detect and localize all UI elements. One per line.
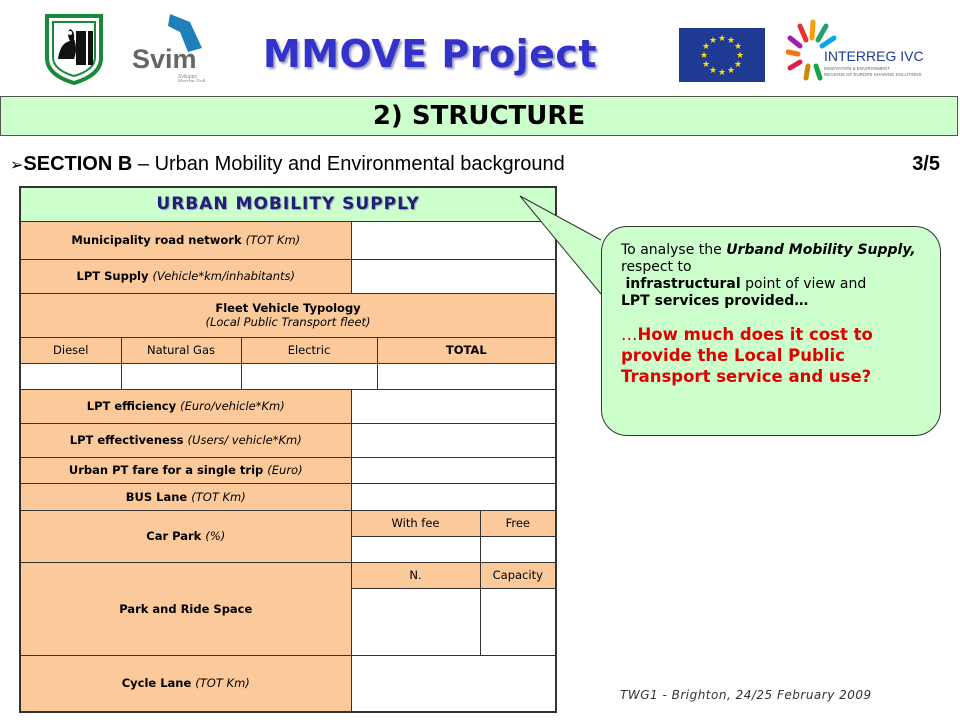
car-park-label: Car Park (%) (20, 510, 351, 562)
svg-text:★: ★ (733, 42, 743, 52)
car-park-free-value[interactable] (480, 536, 556, 562)
fleet-total-value[interactable] (377, 363, 556, 389)
bus-lane-label: BUS Lane (TOT Km) (20, 483, 351, 510)
fleet-typology-label: Fleet Vehicle Typology (Local Public Transport fleet) (20, 293, 556, 337)
lpt-efficiency-label: LPT efficiency (Euro/vehicle*Km) (20, 389, 351, 423)
fleet-col-total: TOTAL (377, 337, 556, 363)
callout-paragraph: To analyse the Urband Mobility Supply, respect to infrastructural point of view and LPT services provided… (621, 242, 916, 309)
cycle-lane-value[interactable] (351, 655, 556, 712)
svg-text:★: ★ (733, 60, 743, 70)
marche-region-logo (44, 13, 104, 85)
section-text: Urban Mobility and Environmental background (154, 153, 565, 175)
lpt-supply-label: LPT Supply (Vehicle*km/inhabitants) (20, 259, 351, 293)
section-label: SECTION B (23, 153, 133, 175)
section-banner: 2) STRUCTURE (0, 96, 958, 136)
svg-text:★: ★ (701, 60, 711, 70)
svg-text:★: ★ (717, 68, 727, 78)
svg-text:Marche SpA: Marche SpA (178, 79, 206, 82)
arrow-bullet-icon: ➢ (10, 157, 24, 174)
svg-text:INTERREG IVC: INTERREG IVC (824, 48, 924, 64)
urban-mobility-table (19, 186, 557, 713)
fare-value[interactable] (351, 457, 556, 483)
svg-text:★: ★ (726, 66, 736, 76)
callout-question: …How much does it cost to provide the Local Public Transport service and use? (621, 325, 873, 386)
svg-text:REGIONS OF EUROPE SHARING SOLU: REGIONS OF EUROPE SHARING SOLUTIONS (824, 72, 922, 77)
eu-flag-logo (679, 28, 765, 82)
svg-text:Svim: Svim (132, 44, 197, 74)
svim-logo (130, 12, 212, 82)
table-header: URBAN MOBILITY SUPPLY (20, 187, 556, 221)
svg-text:Sviluppo: Sviluppo (178, 74, 198, 80)
fleet-diesel-value[interactable] (20, 363, 121, 389)
callout-box (601, 226, 941, 436)
interreg-logo (786, 18, 946, 84)
footer-note: TWG1 - Brighton, 24/25 February 2009 (620, 688, 872, 702)
cycle-lane-label: Cycle Lane (TOT Km) (20, 655, 351, 712)
svg-text:★: ★ (735, 51, 745, 61)
section-dash: – (132, 153, 155, 175)
park-ride-col-capacity: Capacity (480, 562, 556, 588)
page-title: MMOVE Project (262, 32, 598, 76)
lpt-effectiveness-value[interactable] (351, 423, 556, 457)
park-ride-label: Park and Ride Space (20, 562, 351, 655)
bus-lane-value[interactable] (351, 483, 556, 510)
svg-text:★: ★ (708, 66, 718, 76)
car-park-col-free: Free (480, 510, 556, 536)
park-ride-n-value[interactable] (351, 588, 480, 655)
svg-text:★: ★ (726, 36, 736, 46)
car-park-col-with-fee: With fee (351, 510, 480, 536)
svg-text:★: ★ (699, 51, 709, 61)
fleet-electric-value[interactable] (241, 363, 377, 389)
lpt-effectiveness-label: LPT effectiveness (Users/ vehicle*Km) (20, 423, 351, 457)
lpt-efficiency-value[interactable] (351, 389, 556, 423)
fleet-natural-gas-value[interactable] (121, 363, 241, 389)
svg-text:★: ★ (708, 36, 718, 46)
section-heading (10, 153, 940, 179)
park-ride-capacity-value[interactable] (480, 588, 556, 655)
fare-label: Urban PT fare for a single trip (Euro) (20, 457, 351, 483)
car-park-with-fee-value[interactable] (351, 536, 480, 562)
park-ride-col-n: N. (351, 562, 480, 588)
road-network-label: Municipality road network (TOT Km) (20, 221, 351, 259)
fleet-col-diesel: Diesel (20, 337, 121, 363)
svg-text:★: ★ (701, 42, 711, 52)
callout-pointer (515, 190, 615, 300)
fleet-col-natural-gas: Natural Gas (121, 337, 241, 363)
svg-text:★: ★ (717, 34, 727, 44)
fleet-col-electric: Electric (241, 337, 377, 363)
page-number: 3/5 (912, 153, 940, 175)
svg-text:INNOVATION & ENVIRONMENT: INNOVATION & ENVIRONMENT (824, 66, 891, 71)
